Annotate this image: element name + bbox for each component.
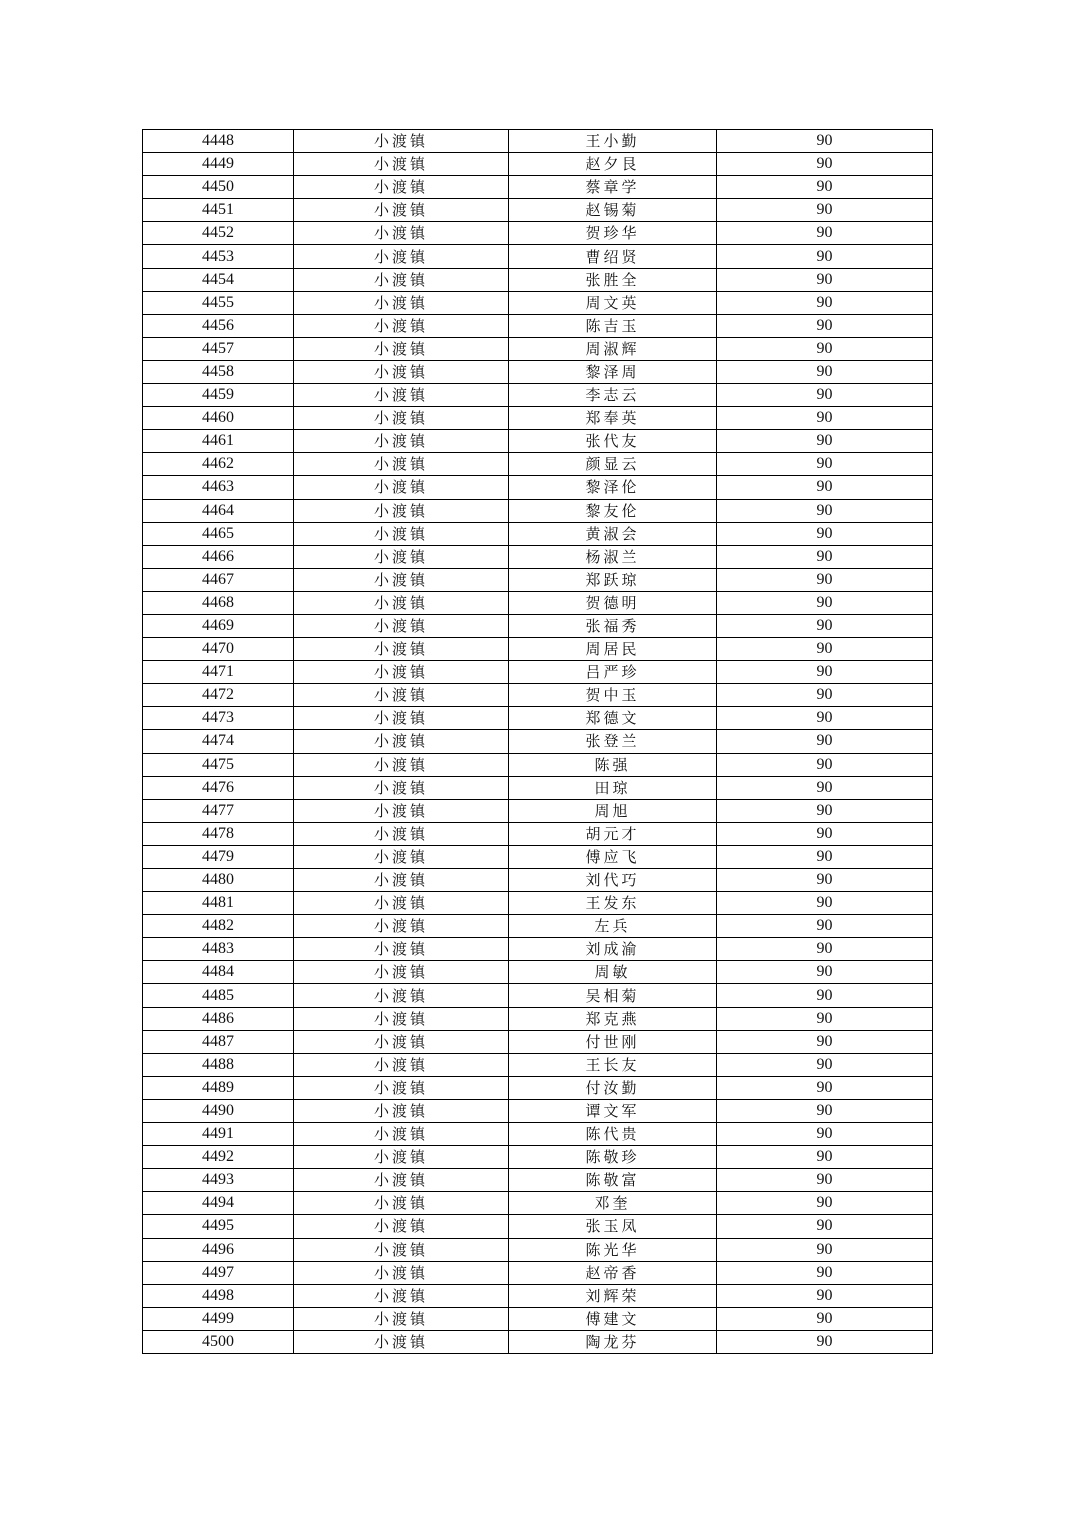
- serial-number-cell: 4478: [143, 822, 294, 845]
- score-cell: 90: [717, 684, 933, 707]
- table-row: [143, 1053, 933, 1076]
- table-row: [143, 892, 933, 915]
- table-row: [143, 499, 933, 522]
- table-row: [143, 638, 933, 661]
- score-cell: 90: [717, 1261, 933, 1284]
- serial-number-cell: 4483: [143, 938, 294, 961]
- table-row: [143, 1076, 933, 1099]
- name-cell: 陈光华: [509, 1238, 717, 1261]
- score-cell: 90: [717, 1076, 933, 1099]
- table-row: [143, 961, 933, 984]
- name-cell: 张胜全: [509, 268, 717, 291]
- name-cell: 邓奎: [509, 1192, 717, 1215]
- serial-number-cell: 4462: [143, 453, 294, 476]
- name-cell: 谭文军: [509, 1099, 717, 1122]
- score-cell: 90: [717, 799, 933, 822]
- serial-number-cell: 4494: [143, 1192, 294, 1215]
- town-cell: 小渡镇: [294, 1215, 509, 1238]
- serial-number-cell: 4458: [143, 360, 294, 383]
- score-cell: 90: [717, 384, 933, 407]
- serial-number-cell: 4493: [143, 1169, 294, 1192]
- serial-number-cell: 4479: [143, 845, 294, 868]
- town-cell: 小渡镇: [294, 430, 509, 453]
- town-cell: 小渡镇: [294, 1053, 509, 1076]
- serial-number-cell: 4450: [143, 176, 294, 199]
- town-cell: 小渡镇: [294, 684, 509, 707]
- table-row: [143, 1146, 933, 1169]
- serial-number-cell: 4449: [143, 153, 294, 176]
- town-cell: 小渡镇: [294, 638, 509, 661]
- table-row: [143, 199, 933, 222]
- table-row: [143, 1099, 933, 1122]
- serial-number-cell: 4487: [143, 1030, 294, 1053]
- town-cell: 小渡镇: [294, 799, 509, 822]
- town-cell: 小渡镇: [294, 845, 509, 868]
- serial-number-cell: 4457: [143, 337, 294, 360]
- name-cell: 颜显云: [509, 453, 717, 476]
- name-cell: 周文英: [509, 291, 717, 314]
- name-cell: 郑奉英: [509, 407, 717, 430]
- name-cell: 李志云: [509, 384, 717, 407]
- table-row: [143, 984, 933, 1007]
- town-cell: 小渡镇: [294, 153, 509, 176]
- town-cell: 小渡镇: [294, 776, 509, 799]
- town-cell: 小渡镇: [294, 730, 509, 753]
- table-row: [143, 476, 933, 499]
- table-row: [143, 753, 933, 776]
- name-cell: 王发东: [509, 892, 717, 915]
- name-cell: 陈敬珍: [509, 1146, 717, 1169]
- serial-number-cell: 4490: [143, 1099, 294, 1122]
- table-row: [143, 430, 933, 453]
- score-cell: 90: [717, 1169, 933, 1192]
- town-cell: 小渡镇: [294, 176, 509, 199]
- score-cell: 90: [717, 476, 933, 499]
- town-cell: 小渡镇: [294, 314, 509, 337]
- serial-number-cell: 4460: [143, 407, 294, 430]
- table-row: [143, 776, 933, 799]
- serial-number-cell: 4485: [143, 984, 294, 1007]
- roster-table-body: [143, 130, 933, 1354]
- name-cell: 张福秀: [509, 614, 717, 637]
- serial-number-cell: 4498: [143, 1284, 294, 1307]
- score-cell: 90: [717, 453, 933, 476]
- score-cell: 90: [717, 522, 933, 545]
- town-cell: 小渡镇: [294, 1146, 509, 1169]
- score-cell: 90: [717, 915, 933, 938]
- serial-number-cell: 4470: [143, 638, 294, 661]
- score-cell: 90: [717, 614, 933, 637]
- serial-number-cell: 4474: [143, 730, 294, 753]
- serial-number-cell: 4471: [143, 661, 294, 684]
- table-row: [143, 845, 933, 868]
- name-cell: 陶龙芬: [509, 1330, 717, 1353]
- name-cell: 左兵: [509, 915, 717, 938]
- score-cell: 90: [717, 661, 933, 684]
- score-cell: 90: [717, 360, 933, 383]
- town-cell: 小渡镇: [294, 522, 509, 545]
- town-cell: 小渡镇: [294, 130, 509, 153]
- town-cell: 小渡镇: [294, 568, 509, 591]
- name-cell: 付世刚: [509, 1030, 717, 1053]
- serial-number-cell: 4486: [143, 1007, 294, 1030]
- table-row: [143, 360, 933, 383]
- serial-number-cell: 4497: [143, 1261, 294, 1284]
- name-cell: 陈强: [509, 753, 717, 776]
- score-cell: 90: [717, 1099, 933, 1122]
- town-cell: 小渡镇: [294, 614, 509, 637]
- score-cell: 90: [717, 869, 933, 892]
- town-cell: 小渡镇: [294, 384, 509, 407]
- score-cell: 90: [717, 153, 933, 176]
- score-cell: 90: [717, 938, 933, 961]
- town-cell: 小渡镇: [294, 199, 509, 222]
- table-row: [143, 1215, 933, 1238]
- score-cell: 90: [717, 1192, 933, 1215]
- town-cell: 小渡镇: [294, 1307, 509, 1330]
- town-cell: 小渡镇: [294, 291, 509, 314]
- town-cell: 小渡镇: [294, 753, 509, 776]
- serial-number-cell: 4451: [143, 199, 294, 222]
- serial-number-cell: 4448: [143, 130, 294, 153]
- name-cell: 张玉凤: [509, 1215, 717, 1238]
- name-cell: 贺中玉: [509, 684, 717, 707]
- town-cell: 小渡镇: [294, 1330, 509, 1353]
- table-row: [143, 1007, 933, 1030]
- table-row: [143, 1330, 933, 1353]
- name-cell: 赵锡菊: [509, 199, 717, 222]
- town-cell: 小渡镇: [294, 268, 509, 291]
- serial-number-cell: 4496: [143, 1238, 294, 1261]
- serial-number-cell: 4484: [143, 961, 294, 984]
- serial-number-cell: 4464: [143, 499, 294, 522]
- serial-number-cell: 4469: [143, 614, 294, 637]
- table-row: [143, 1238, 933, 1261]
- table-row: [143, 938, 933, 961]
- table-row: [143, 337, 933, 360]
- score-cell: 90: [717, 707, 933, 730]
- name-cell: 曹绍贤: [509, 245, 717, 268]
- table-row: [143, 799, 933, 822]
- serial-number-cell: 4482: [143, 915, 294, 938]
- town-cell: 小渡镇: [294, 961, 509, 984]
- town-cell: 小渡镇: [294, 938, 509, 961]
- name-cell: 傅建文: [509, 1307, 717, 1330]
- town-cell: 小渡镇: [294, 1076, 509, 1099]
- table-row: [143, 915, 933, 938]
- serial-number-cell: 4466: [143, 545, 294, 568]
- table-row: [143, 153, 933, 176]
- name-cell: 黄淑会: [509, 522, 717, 545]
- table-row: [143, 1030, 933, 1053]
- serial-number-cell: 4468: [143, 591, 294, 614]
- serial-number-cell: 4476: [143, 776, 294, 799]
- name-cell: 陈吉玉: [509, 314, 717, 337]
- score-cell: 90: [717, 1238, 933, 1261]
- score-cell: 90: [717, 314, 933, 337]
- name-cell: 胡元才: [509, 822, 717, 845]
- town-cell: 小渡镇: [294, 591, 509, 614]
- name-cell: 张代友: [509, 430, 717, 453]
- serial-number-cell: 4465: [143, 522, 294, 545]
- table-row: [143, 1123, 933, 1146]
- serial-number-cell: 4472: [143, 684, 294, 707]
- town-cell: 小渡镇: [294, 661, 509, 684]
- town-cell: 小渡镇: [294, 1123, 509, 1146]
- serial-number-cell: 4499: [143, 1307, 294, 1330]
- score-cell: 90: [717, 568, 933, 591]
- score-cell: 90: [717, 1123, 933, 1146]
- serial-number-cell: 4481: [143, 892, 294, 915]
- name-cell: 田琼: [509, 776, 717, 799]
- town-cell: 小渡镇: [294, 869, 509, 892]
- town-cell: 小渡镇: [294, 337, 509, 360]
- name-cell: 郑克燕: [509, 1007, 717, 1030]
- table-row: [143, 591, 933, 614]
- score-cell: 90: [717, 1215, 933, 1238]
- score-cell: 90: [717, 591, 933, 614]
- town-cell: 小渡镇: [294, 1284, 509, 1307]
- name-cell: 贺德明: [509, 591, 717, 614]
- serial-number-cell: 4475: [143, 753, 294, 776]
- table-row: [143, 869, 933, 892]
- name-cell: 周淑辉: [509, 337, 717, 360]
- serial-number-cell: 4453: [143, 245, 294, 268]
- town-cell: 小渡镇: [294, 222, 509, 245]
- name-cell: 周居民: [509, 638, 717, 661]
- table-row: [143, 407, 933, 430]
- serial-number-cell: 4500: [143, 1330, 294, 1353]
- name-cell: 王小勤: [509, 130, 717, 153]
- name-cell: 刘成渝: [509, 938, 717, 961]
- name-cell: 刘辉荣: [509, 1284, 717, 1307]
- roster-table: [142, 129, 933, 1354]
- table-row: [143, 522, 933, 545]
- table-row: [143, 268, 933, 291]
- town-cell: 小渡镇: [294, 476, 509, 499]
- town-cell: 小渡镇: [294, 822, 509, 845]
- town-cell: 小渡镇: [294, 1238, 509, 1261]
- name-cell: 张登兰: [509, 730, 717, 753]
- table-row: [143, 176, 933, 199]
- table-row: [143, 661, 933, 684]
- score-cell: 90: [717, 337, 933, 360]
- table-row: [143, 1192, 933, 1215]
- score-cell: 90: [717, 430, 933, 453]
- table-row: [143, 1261, 933, 1284]
- table-row: [143, 291, 933, 314]
- table-row: [143, 1284, 933, 1307]
- table-row: [143, 130, 933, 153]
- serial-number-cell: 4480: [143, 869, 294, 892]
- name-cell: 陈敬富: [509, 1169, 717, 1192]
- table-row: [143, 1307, 933, 1330]
- score-cell: 90: [717, 199, 933, 222]
- serial-number-cell: 4456: [143, 314, 294, 337]
- name-cell: 周旭: [509, 799, 717, 822]
- name-cell: 付汝勤: [509, 1076, 717, 1099]
- serial-number-cell: 4492: [143, 1146, 294, 1169]
- serial-number-cell: 4489: [143, 1076, 294, 1099]
- score-cell: 90: [717, 1030, 933, 1053]
- town-cell: 小渡镇: [294, 707, 509, 730]
- table-row: [143, 1169, 933, 1192]
- name-cell: 杨淑兰: [509, 545, 717, 568]
- name-cell: 刘代巧: [509, 869, 717, 892]
- serial-number-cell: 4459: [143, 384, 294, 407]
- table-row: [143, 822, 933, 845]
- table-row: [143, 614, 933, 637]
- town-cell: 小渡镇: [294, 1261, 509, 1284]
- town-cell: 小渡镇: [294, 1007, 509, 1030]
- score-cell: 90: [717, 176, 933, 199]
- score-cell: 90: [717, 222, 933, 245]
- serial-number-cell: 4477: [143, 799, 294, 822]
- name-cell: 郑德文: [509, 707, 717, 730]
- score-cell: 90: [717, 984, 933, 1007]
- name-cell: 王长友: [509, 1053, 717, 1076]
- town-cell: 小渡镇: [294, 499, 509, 522]
- score-cell: 90: [717, 545, 933, 568]
- score-cell: 90: [717, 892, 933, 915]
- serial-number-cell: 4488: [143, 1053, 294, 1076]
- name-cell: 周敏: [509, 961, 717, 984]
- town-cell: 小渡镇: [294, 360, 509, 383]
- serial-number-cell: 4455: [143, 291, 294, 314]
- score-cell: 90: [717, 1307, 933, 1330]
- serial-number-cell: 4473: [143, 707, 294, 730]
- town-cell: 小渡镇: [294, 245, 509, 268]
- table-row: [143, 314, 933, 337]
- score-cell: 90: [717, 638, 933, 661]
- serial-number-cell: 4461: [143, 430, 294, 453]
- score-cell: 90: [717, 845, 933, 868]
- name-cell: 吴相菊: [509, 984, 717, 1007]
- score-cell: 90: [717, 1053, 933, 1076]
- serial-number-cell: 4467: [143, 568, 294, 591]
- town-cell: 小渡镇: [294, 407, 509, 430]
- town-cell: 小渡镇: [294, 892, 509, 915]
- town-cell: 小渡镇: [294, 1030, 509, 1053]
- name-cell: 傅应飞: [509, 845, 717, 868]
- name-cell: 赵帝香: [509, 1261, 717, 1284]
- table-row: [143, 545, 933, 568]
- score-cell: 90: [717, 961, 933, 984]
- table-row: [143, 730, 933, 753]
- score-cell: 90: [717, 753, 933, 776]
- town-cell: 小渡镇: [294, 1099, 509, 1122]
- serial-number-cell: 4491: [143, 1123, 294, 1146]
- town-cell: 小渡镇: [294, 545, 509, 568]
- name-cell: 蔡章学: [509, 176, 717, 199]
- score-cell: 90: [717, 291, 933, 314]
- table-row: [143, 245, 933, 268]
- serial-number-cell: 4452: [143, 222, 294, 245]
- table-row: [143, 384, 933, 407]
- table-row: [143, 453, 933, 476]
- score-cell: 90: [717, 1146, 933, 1169]
- serial-number-cell: 4463: [143, 476, 294, 499]
- name-cell: 赵夕艮: [509, 153, 717, 176]
- name-cell: 郑跃琼: [509, 568, 717, 591]
- score-cell: 90: [717, 407, 933, 430]
- name-cell: 陈代贵: [509, 1123, 717, 1146]
- score-cell: 90: [717, 730, 933, 753]
- score-cell: 90: [717, 1330, 933, 1353]
- score-cell: 90: [717, 499, 933, 522]
- table-row: [143, 568, 933, 591]
- score-cell: 90: [717, 822, 933, 845]
- table-row: [143, 684, 933, 707]
- town-cell: 小渡镇: [294, 453, 509, 476]
- score-cell: 90: [717, 1284, 933, 1307]
- score-cell: 90: [717, 1007, 933, 1030]
- score-cell: 90: [717, 245, 933, 268]
- score-cell: 90: [717, 130, 933, 153]
- score-cell: 90: [717, 268, 933, 291]
- town-cell: 小渡镇: [294, 984, 509, 1007]
- serial-number-cell: 4495: [143, 1215, 294, 1238]
- name-cell: 黎泽周: [509, 360, 717, 383]
- town-cell: 小渡镇: [294, 1192, 509, 1215]
- name-cell: 贺珍华: [509, 222, 717, 245]
- name-cell: 黎友伦: [509, 499, 717, 522]
- town-cell: 小渡镇: [294, 915, 509, 938]
- name-cell: 黎泽伦: [509, 476, 717, 499]
- table-row: [143, 222, 933, 245]
- name-cell: 吕严珍: [509, 661, 717, 684]
- serial-number-cell: 4454: [143, 268, 294, 291]
- table-row: [143, 707, 933, 730]
- town-cell: 小渡镇: [294, 1169, 509, 1192]
- score-cell: 90: [717, 776, 933, 799]
